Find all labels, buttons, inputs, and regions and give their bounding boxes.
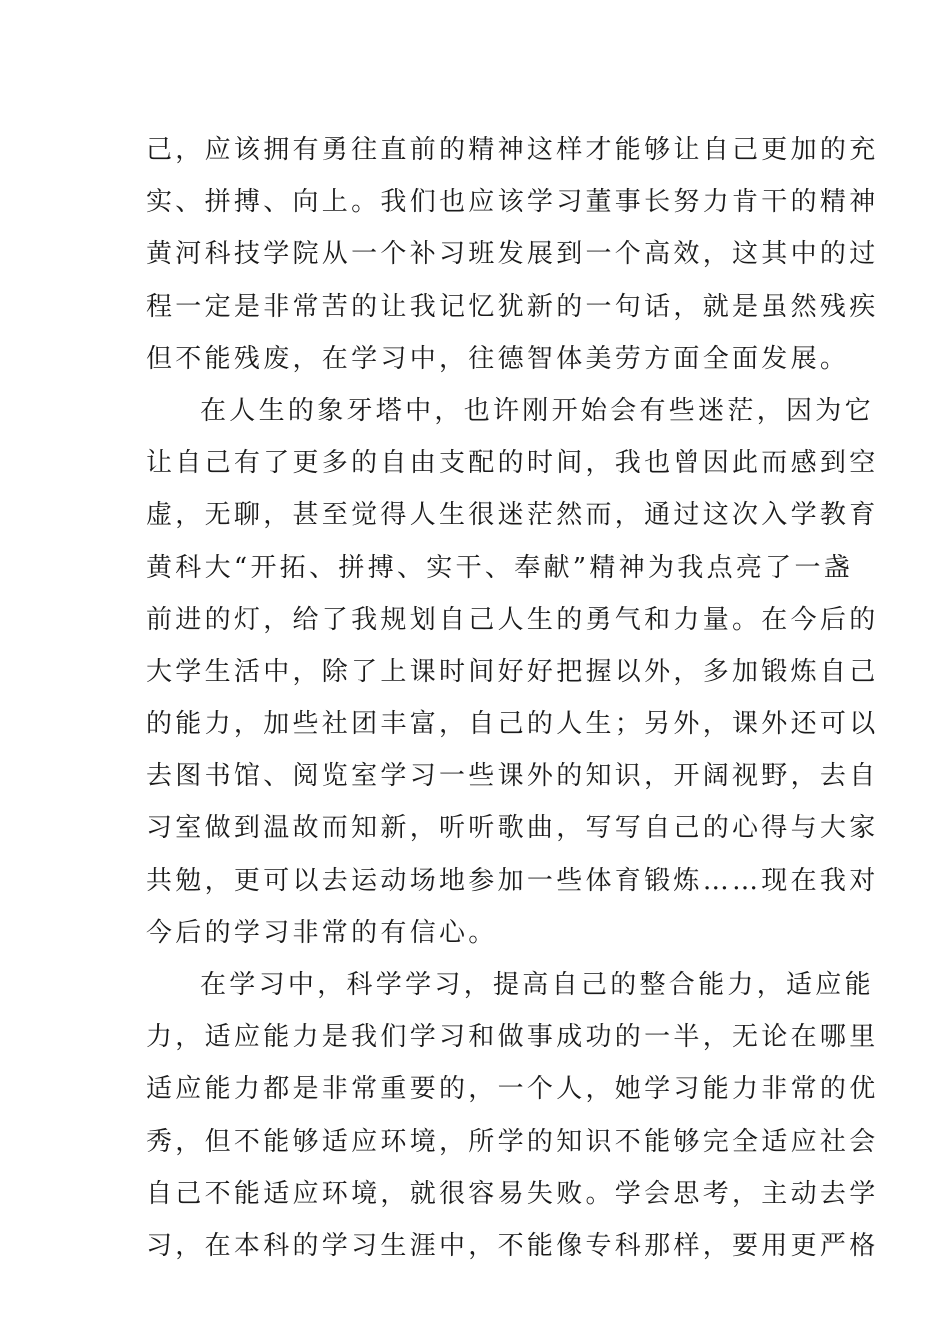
text-line: 习室做到温故而知新，听听歌曲，写写自己的心得与大家 [146, 813, 879, 844]
text-line: 前进的灯，给了我规划自己人生的勇气和力量。在今后的 [146, 604, 879, 635]
text-line: 力，适应能力是我们学习和做事成功的一半，无论在哪里 [146, 1022, 879, 1053]
text-line: 自己不能适应环境，就很容易失败。学会思考，主动去学 [146, 1178, 879, 1209]
text-line: 今后的学习非常的有信心。 [146, 917, 498, 948]
text-line: 习，在本科的学习生涯中，不能像专科那样，要用更严格 [146, 1230, 879, 1261]
text-line: 己，应该拥有勇往直前的精神这样才能够让自己更加的充 [146, 135, 879, 165]
text-line: 共勉，更可以去运动场地参加一些体育锻炼……现在我对 [146, 865, 879, 896]
text-line: 适应能力都是非常重要的，一个人，她学习能力非常的优 [146, 1074, 879, 1105]
text-line: 黄河科技学院从一个补习班发展到一个高效，这其中的过 [146, 239, 879, 270]
text-line: 的能力，加些社团丰富，自己的人生；另外，课外还可以 [146, 709, 879, 740]
text-line: 去图书馆、阅览室学习一些课外的知识，开阔视野，去自 [146, 761, 879, 792]
text-line: 程一定是非常苦的让我记忆犹新的一句话，就是虽然残疾 [146, 291, 879, 322]
text-line: 但不能残废，在学习中，往德智体美劳方面全面发展。 [146, 343, 850, 374]
text-line: 黄科大“开拓、拼搏、实干、奉献”精神为我点亮了一盏 [146, 552, 854, 583]
text-line: 让自己有了更多的自由支配的时间，我也曾因此而感到空 [146, 448, 879, 479]
text-line: 秀，但不能够适应环境，所学的知识不能够完全适应社会 [146, 1126, 879, 1157]
text-line: 实、拼搏、向上。我们也应该学习董事长努力肯干的精神 [146, 187, 879, 218]
text-line: 大学生活中，除了上课时间好好把握以外，多加锻炼自己 [146, 656, 879, 687]
text-line: 在人生的象牙塔中，也许刚开始会有些迷茫，因为它 [200, 395, 874, 426]
text-line: 虚，无聊，甚至觉得人生很迷茫然而，通过这次入学教育 [146, 500, 879, 531]
document-body [146, 124, 879, 1272]
text-line: 在学习中，科学学习，提高自己的整合能力，适应能 [200, 970, 874, 1000]
